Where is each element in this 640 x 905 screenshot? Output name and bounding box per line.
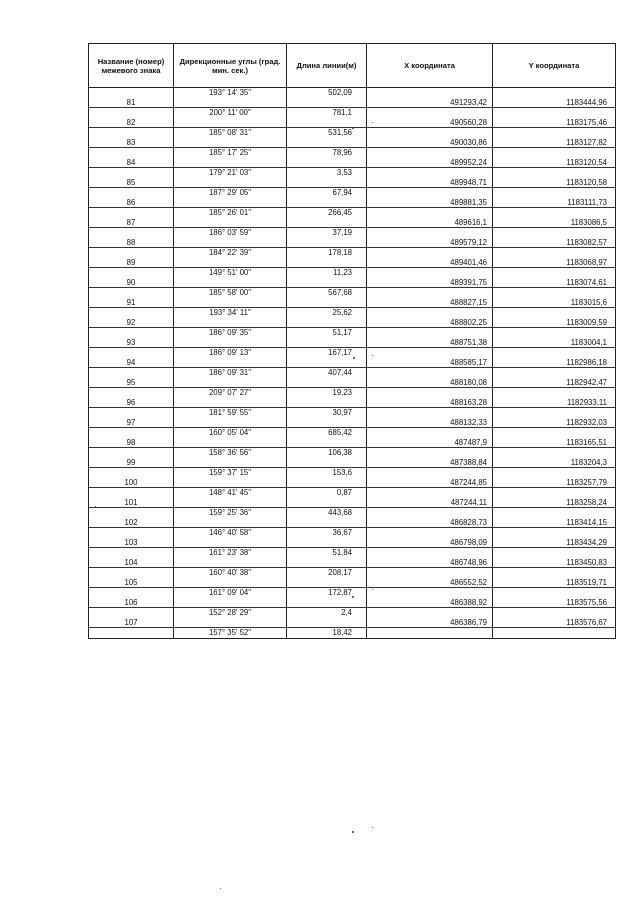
y-coordinate: 1183082,57 <box>493 238 616 248</box>
direction-angle: 185° 58' 00" <box>174 288 287 298</box>
direction-angle: 186° 09' 31" <box>174 368 287 378</box>
mark-name: 85 <box>89 178 174 188</box>
direction-angle: 184° 22' 39" <box>174 248 287 258</box>
line-length: 11,23 <box>287 268 367 278</box>
mark-name: 94 <box>89 358 174 368</box>
x-coordinate: 490030,86 <box>367 138 493 148</box>
x-coordinate: 486798,09 <box>367 538 493 548</box>
line-length: 2,4 <box>287 608 367 618</box>
mark-name: 106 <box>89 598 174 608</box>
point-row <box>89 178 616 188</box>
segment-row <box>89 468 616 478</box>
scan-speck <box>372 122 373 123</box>
point-row <box>89 298 616 308</box>
header-direction-angle: Дирекционные углы (град. мин. сек.) <box>174 44 287 88</box>
x-coordinate: 488163,28 <box>367 398 493 408</box>
direction-angle: 185° 26' 01" <box>174 208 287 218</box>
direction-angle: 179° 21' 03" <box>174 168 287 178</box>
point-row <box>89 558 616 568</box>
line-length: 502,09 <box>287 88 367 98</box>
line-length: 37,19 <box>287 228 367 238</box>
x-coordinate: 488585,17 <box>367 358 493 368</box>
segment-row <box>89 608 616 618</box>
x-coordinate: 491293,42 <box>367 98 493 108</box>
segment-row <box>89 568 616 578</box>
line-length: 407,44 <box>287 368 367 378</box>
line-length: 167,17 <box>287 348 367 358</box>
y-coordinate: 1183004,1 <box>493 338 616 348</box>
x-coordinate: 488802,25 <box>367 318 493 328</box>
scan-dot <box>352 127 354 129</box>
point-row <box>89 138 616 148</box>
line-length: 178,18 <box>287 248 367 258</box>
direction-angle: 160° 05' 04" <box>174 428 287 438</box>
direction-angle: 187° 29' 05" <box>174 188 287 198</box>
y-coordinate: 1183204,3 <box>493 458 616 468</box>
point-row <box>89 218 616 228</box>
y-coordinate: 1183257,79 <box>493 478 616 488</box>
direction-angle: 181° 59' 55" <box>174 408 287 418</box>
y-coordinate: 1183575,56 <box>493 598 616 608</box>
line-length: 443,68 <box>287 508 367 518</box>
direction-angle: 146° 40' 58" <box>174 528 287 538</box>
scan-speck <box>95 506 96 507</box>
scan-speck <box>220 888 221 889</box>
line-length: 18,42 <box>287 628 367 639</box>
mark-name: 91 <box>89 298 174 308</box>
point-row <box>89 198 616 208</box>
mark-name: 98 <box>89 438 174 448</box>
x-coordinate: 489401,46 <box>367 258 493 268</box>
segment-row <box>89 528 616 538</box>
mark-name: 92 <box>89 318 174 328</box>
x-coordinate: 489391,75 <box>367 278 493 288</box>
mark-name: 101 <box>89 498 174 508</box>
segment-row <box>89 348 616 358</box>
point-row <box>89 258 616 268</box>
segment-row <box>89 548 616 558</box>
segment-row <box>89 388 616 398</box>
y-coordinate: 1182942,47 <box>493 378 616 388</box>
line-length: 153,6 <box>287 468 367 478</box>
direction-angle: 200° 11' 00" <box>174 108 287 118</box>
y-coordinate: 1183111,73 <box>493 198 616 208</box>
point-row <box>89 418 616 428</box>
direction-angle: 193° 14' 35" <box>174 88 287 98</box>
point-row <box>89 618 616 628</box>
scan-speck <box>372 589 373 590</box>
direction-angle: 157° 35' 52" <box>174 628 287 639</box>
direction-angle: 185° 08' 31" <box>174 128 287 138</box>
segment-row <box>89 328 616 338</box>
y-coordinate: 1183519,71 <box>493 578 616 588</box>
line-length: 685,42 <box>287 428 367 438</box>
mark-name: 82 <box>89 118 174 128</box>
mark-name: 84 <box>89 158 174 168</box>
mark-name: 95 <box>89 378 174 388</box>
x-coordinate: 486748,96 <box>367 558 493 568</box>
x-coordinate: 487244,85 <box>367 478 493 488</box>
scan-dot <box>352 831 354 833</box>
scan-speck <box>372 827 373 828</box>
y-coordinate: 1183414,15 <box>493 518 616 528</box>
x-coordinate: 486388,92 <box>367 598 493 608</box>
x-coordinate: 490560,28 <box>367 118 493 128</box>
point-row <box>89 598 616 608</box>
direction-angle: 193° 34' 11" <box>174 308 287 318</box>
y-coordinate: 1183127,82 <box>493 138 616 148</box>
line-length: 51,17 <box>287 328 367 338</box>
point-row <box>89 458 616 468</box>
mark-name: 107 <box>89 618 174 628</box>
point-row <box>89 318 616 328</box>
x-coordinate: 487487,9 <box>367 438 493 448</box>
y-coordinate: 1183165,51 <box>493 438 616 448</box>
x-coordinate: 488827,15 <box>367 298 493 308</box>
y-coordinate: 1183009,59 <box>493 318 616 328</box>
line-length: 567,68 <box>287 288 367 298</box>
segment-row <box>89 368 616 378</box>
direction-angle: 186° 09' 13" <box>174 348 287 358</box>
segment-row <box>89 88 616 98</box>
point-row <box>89 478 616 488</box>
point-row <box>89 518 616 528</box>
scan-speck <box>372 355 373 356</box>
x-coordinate: 489952,24 <box>367 158 493 168</box>
segment-row <box>89 108 616 118</box>
boundary-marks-table <box>88 43 616 639</box>
scan-dot <box>353 357 355 359</box>
scan-dot <box>352 596 354 598</box>
segment-row <box>89 168 616 178</box>
point-row <box>89 358 616 368</box>
mark-name: 96 <box>89 398 174 408</box>
point-row <box>89 378 616 388</box>
mark-name: 87 <box>89 218 174 228</box>
y-coordinate: 1183576,67 <box>493 618 616 628</box>
mark-name: 86 <box>89 198 174 208</box>
point-row <box>89 538 616 548</box>
table-header-row <box>89 44 616 88</box>
point-row <box>89 238 616 248</box>
line-length: 78,96 <box>287 148 367 158</box>
line-length: 208,17 <box>287 568 367 578</box>
direction-angle: 209° 07' 27" <box>174 388 287 398</box>
direction-angle: 152° 28' 29" <box>174 608 287 618</box>
x-coordinate: 486828,73 <box>367 518 493 528</box>
point-row <box>89 398 616 408</box>
segment-row <box>89 428 616 438</box>
mark-name: 102 <box>89 518 174 528</box>
mark-name: 99 <box>89 458 174 468</box>
y-coordinate: 1183450,83 <box>493 558 616 568</box>
line-length: 172,87 <box>287 588 367 598</box>
line-length: 266,45 <box>287 208 367 218</box>
segment-row <box>89 148 616 158</box>
segment-row <box>89 308 616 318</box>
direction-angle: 149° 51' 00" <box>174 268 287 278</box>
mark-name: 97 <box>89 418 174 428</box>
line-length: 3,53 <box>287 168 367 178</box>
x-coordinate: 487388,84 <box>367 458 493 468</box>
y-coordinate: 1183120,58 <box>493 178 616 188</box>
segment-row <box>89 248 616 258</box>
y-coordinate: 1182932,03 <box>493 418 616 428</box>
line-length: 781,1 <box>287 108 367 118</box>
direction-angle: 186° 03' 59" <box>174 228 287 238</box>
direction-angle: 160° 40' 38" <box>174 568 287 578</box>
point-row <box>89 158 616 168</box>
direction-angle: 161° 09' 04" <box>174 588 287 598</box>
line-length: 51,84 <box>287 548 367 558</box>
mark-name: 83 <box>89 138 174 148</box>
segment-row <box>89 508 616 518</box>
x-coordinate: 486386,79 <box>367 618 493 628</box>
x-coordinate: 489948,71 <box>367 178 493 188</box>
x-coordinate: 488751,38 <box>367 338 493 348</box>
header-line-length: Длина линии(м) <box>287 44 367 88</box>
line-length: 36,67 <box>287 528 367 538</box>
point-row <box>89 578 616 588</box>
segment-row <box>89 208 616 218</box>
y-coordinate: 1183015,6 <box>493 298 616 308</box>
line-length: 19,23 <box>287 388 367 398</box>
header-mark-name: Название (номер) межевого знака <box>89 44 174 88</box>
header-x-coordinate: X координата <box>367 44 493 88</box>
y-coordinate: 1183120,54 <box>493 158 616 168</box>
y-coordinate: 1183434,29 <box>493 538 616 548</box>
mark-name: 81 <box>89 98 174 108</box>
line-length: 30,97 <box>287 408 367 418</box>
line-length: 0,87 <box>287 488 367 498</box>
point-row <box>89 118 616 128</box>
mark-name: 104 <box>89 558 174 568</box>
mark-name: 90 <box>89 278 174 288</box>
x-coordinate: 489616,1 <box>367 218 493 228</box>
y-coordinate: 1183074,61 <box>493 278 616 288</box>
line-length: 531,56 <box>287 128 367 138</box>
direction-angle: 161° 23' 38" <box>174 548 287 558</box>
y-coordinate: 1183068,97 <box>493 258 616 268</box>
direction-angle: 185° 17' 25" <box>174 148 287 158</box>
point-row <box>89 98 616 108</box>
mark-name: 88 <box>89 238 174 248</box>
header-y-coordinate: Y координата <box>493 44 616 88</box>
segment-row <box>89 228 616 238</box>
segment-row <box>89 288 616 298</box>
direction-angle: 186° 09' 35" <box>174 328 287 338</box>
y-coordinate: 1183086,5 <box>493 218 616 228</box>
line-length: 67,94 <box>287 188 367 198</box>
segment-row <box>89 128 616 138</box>
mark-name: 105 <box>89 578 174 588</box>
segment-row <box>89 448 616 458</box>
x-coordinate: 488132,33 <box>367 418 493 428</box>
segment-row <box>89 488 616 498</box>
mark-name: 100 <box>89 478 174 488</box>
point-row <box>89 498 616 508</box>
segment-row <box>89 628 616 639</box>
line-length: 25,62 <box>287 308 367 318</box>
mark-name: 89 <box>89 258 174 268</box>
direction-angle: 158° 36' 56" <box>174 448 287 458</box>
point-row <box>89 338 616 348</box>
point-row <box>89 278 616 288</box>
mark-name: 103 <box>89 538 174 548</box>
y-coordinate: 1182933,11 <box>493 398 616 408</box>
direction-angle: 159° 37' 15" <box>174 468 287 478</box>
x-coordinate: 489579,12 <box>367 238 493 248</box>
y-coordinate: 1182986,18 <box>493 358 616 368</box>
direction-angle: 159° 25' 36" <box>174 508 287 518</box>
x-coordinate: 486552,52 <box>367 578 493 588</box>
direction-angle: 148° 41' 45" <box>174 488 287 498</box>
y-coordinate: 1183444,96 <box>493 98 616 108</box>
segment-row <box>89 408 616 418</box>
line-length: 106,38 <box>287 448 367 458</box>
segment-row <box>89 268 616 278</box>
x-coordinate: 489881,35 <box>367 198 493 208</box>
point-row <box>89 438 616 448</box>
x-coordinate: 487244,11 <box>367 498 493 508</box>
mark-name: 93 <box>89 338 174 348</box>
y-coordinate: 1183258,24 <box>493 498 616 508</box>
x-coordinate: 488180,08 <box>367 378 493 388</box>
segment-row <box>89 188 616 198</box>
y-coordinate: 1183175,46 <box>493 118 616 128</box>
